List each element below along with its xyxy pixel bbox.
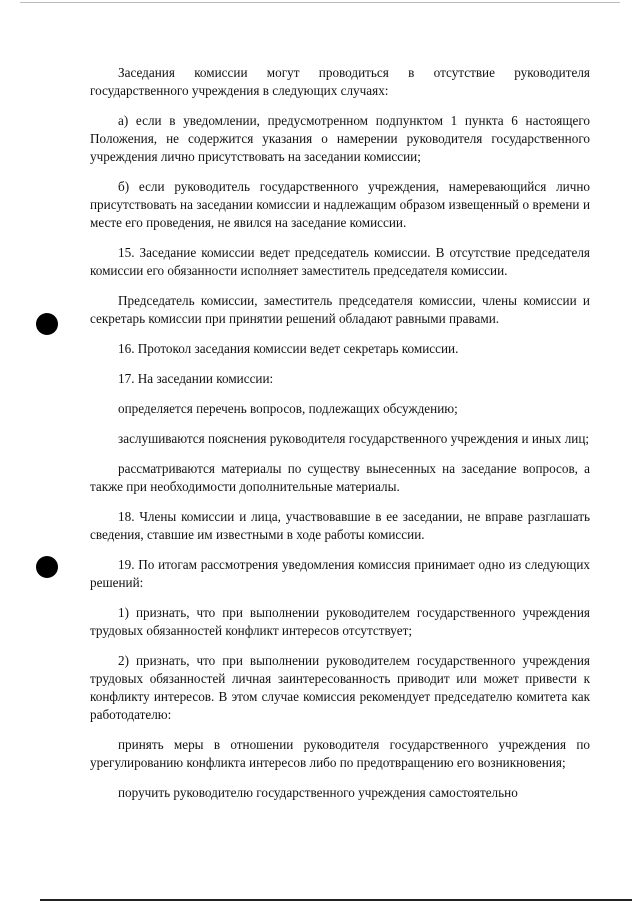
paragraph-item-17: 17. На заседании комиссии: xyxy=(118,371,274,386)
punch-hole-upper xyxy=(36,313,58,335)
paragraph-equal-rights: Председатель комиссии, заместитель председателя комиссии, члены комиссии и секретарь комиссии при принятии решений обладают равными правами. xyxy=(90,293,590,326)
paragraph-case-b: б) если руководитель государственного учреждения, намеревающийся лично присутствовать на заседании комиссии и надлежащим образом извещенный о времени и месте его проведения, не явился на заседание комиссии. xyxy=(90,179,590,230)
punch-hole-lower xyxy=(36,556,58,578)
paragraph-decision-1: 1) признать, что при выполнении руководителем государственного учреждения трудовых обязанностей конфликт интересов отсутствует; xyxy=(90,605,590,638)
paragraph-item-19: 19. По итогам рассмотрения уведомления комиссия принимает одно из следующих решений: xyxy=(90,557,590,590)
paragraph-instruct: поручить руководителю государственного учреждения самостоятельно xyxy=(118,785,518,800)
paragraph-materials: рассматриваются материалы по существу вынесенных на заседание вопросов, а также при необходимости дополнительные материалы. xyxy=(90,461,590,494)
paragraph-commission-absence: Заседания комиссии могут проводиться в отсутствие руководителя государственного учреждения в следующих случаях: xyxy=(90,65,590,98)
paragraph-item-15: 15. Заседание комиссии ведет председатель комиссии. В отсутствие председателя комиссии его обязанности исполняет заместитель председателя комиссии. xyxy=(90,245,590,278)
paragraph-item-16: 16. Протокол заседания комиссии ведет секретарь комиссии. xyxy=(118,341,459,356)
paragraph-measures: принять меры в отношении руководителя государственного учреждения по урегулированию конфликта интересов либо по предотвращению его возникновения; xyxy=(90,737,590,770)
paragraph-item-18: 18. Члены комиссии и лица, участвовавшие в ее заседании, не вправе разглашать сведения, ставшие им известными в ходе работы комиссии. xyxy=(90,509,590,542)
scan-edge-top xyxy=(20,2,620,3)
scan-edge-bottom xyxy=(40,899,632,901)
paragraph-case-a: а) если в уведомлении, предусмотренном подпунктом 1 пункта 6 настоящего Положения, не содержится указания о намерении руководителя государственного учреждения лично присутствовать на заседании комиссии; xyxy=(90,113,590,164)
paragraph-explanations: заслушиваются пояснения руководителя государственного учреждения и иных лиц; xyxy=(118,431,590,446)
document-body xyxy=(90,64,590,802)
paragraph-decision-2: 2) признать, что при выполнении руководителем государственного учреждения трудовых обязанностей личная заинтересованность приводит или может привести к конфликту интересов. В этом случае комиссия рекомендует председателю комитета как работодателю: xyxy=(90,653,590,722)
paragraph-agenda: определяется перечень вопросов, подлежащих обсуждению; xyxy=(118,401,458,416)
